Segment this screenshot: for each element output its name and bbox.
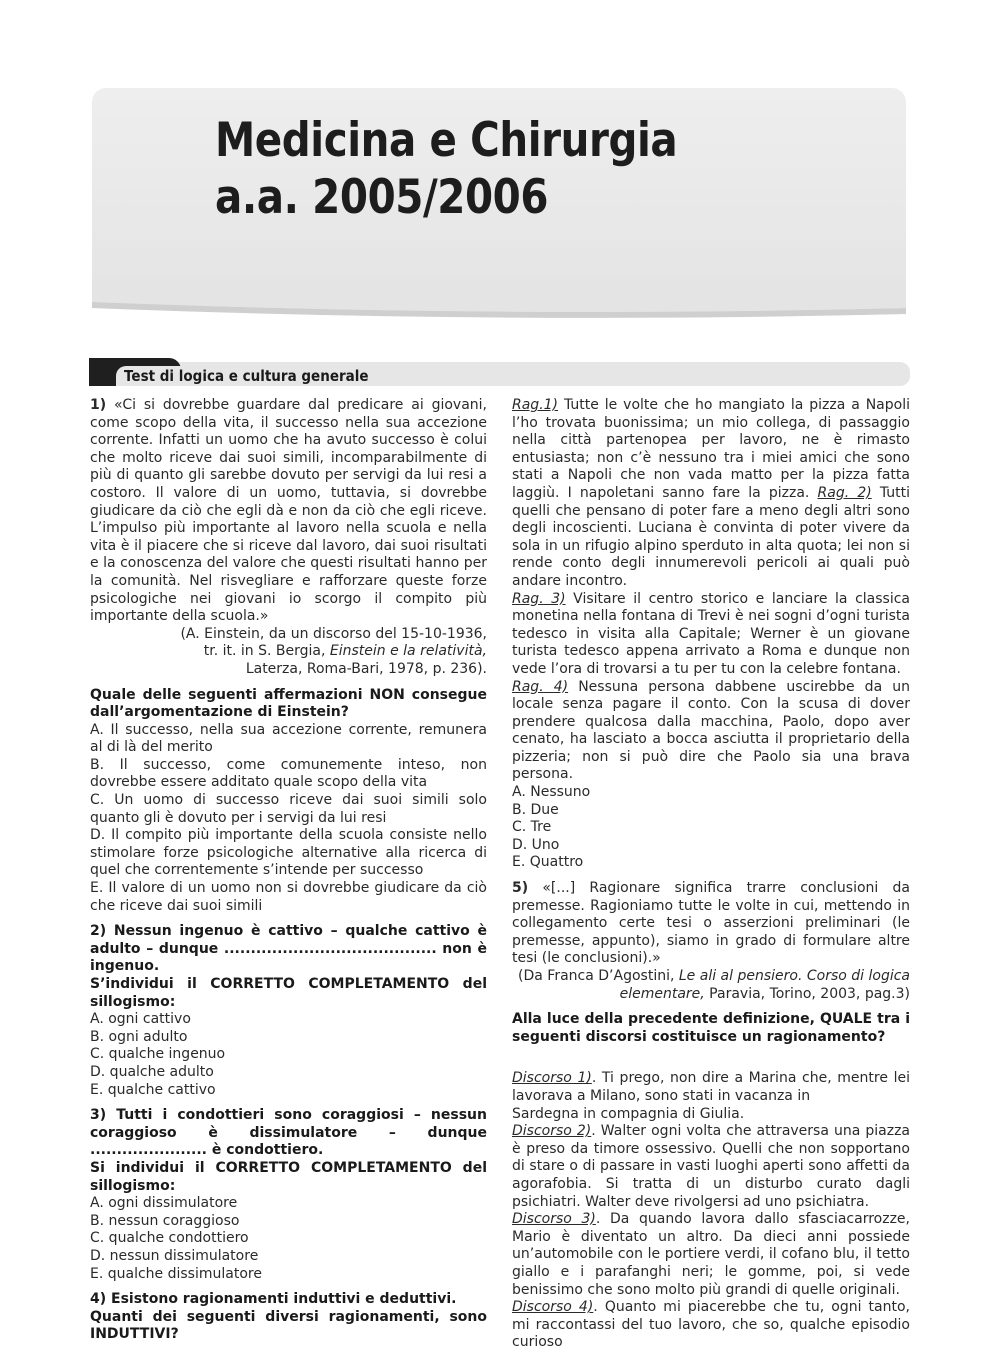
d3-text: . Da quando lavora dallo sfasciacarrozze, Mario è diventato un altro. Da dieci anni possiede un’automobile con le portiere verdi, il cofano blu, il tetto giallo e i parafanghi neri; le gomme, poi, si vede benissimo che sono molto più grandi di quelle originali. [512, 1211, 910, 1298]
q3-option-a: A. ogni dissimulatore [90, 1195, 238, 1212]
q2-option-a: A. ogni cattivo [90, 1011, 191, 1028]
d3-label: Discorso 3) [512, 1211, 596, 1228]
q4-option-a: A. Nessuno [512, 784, 591, 801]
d4-text: . Quanto mi piacerebbe che tu, ogni tanto, mi raccontassi del tuo lavoro, che so, qualche episodio curioso [512, 1299, 910, 1351]
q3-question: Si individui il CORRETTO COMPLETAMENTO del sillogismo: [90, 1159, 487, 1194]
q5-cite-a: (Da Franca D’Agostini, [518, 968, 679, 984]
q1-cite-2a: tr. it. in S. Bergia, [203, 643, 330, 660]
q2-statement: 2) Nessun ingenuo è cattivo – qualche cattivo è adulto – dunque ........................................ non è ingenuo. [90, 923, 487, 975]
title-line-2: a.a. 2005/2006 [215, 170, 549, 225]
q4-option-d: D. Uno [512, 836, 560, 853]
discorso-2 [512, 1123, 910, 1211]
q5-number: 5) [512, 880, 529, 897]
d2-label: Discorso 2) [512, 1123, 592, 1140]
q1-cite-2b: Einstein e la relatività, [329, 643, 487, 660]
discorso-1-cont: Sardegna in compagnia di Giulia. [512, 1105, 745, 1122]
q1-cite-1: (A. Einstein, da un discorso del 15-10-1936, [180, 625, 487, 642]
d1-label: Discorso 1) [512, 1070, 592, 1087]
discorso-4 [512, 1299, 910, 1352]
q2-option-d: D. qualche adulto [90, 1063, 214, 1080]
rag2-label: Rag. 2) [817, 484, 872, 501]
q2-question: S’individui il CORRETTO COMPLETAMENTO del sillogismo: [90, 976, 487, 1010]
page-title [215, 112, 677, 226]
q1-option-e: E. Il valore di un uomo non si dovrebbe giudicare da ciò che riceve dai suoi simili [90, 880, 487, 914]
q5-question: Alla luce della precedente definizione, QUALE tra i seguenti discorsi costituisce un ragionamento? [512, 1011, 910, 1045]
q1-option-b: B. Il successo, come comunemente inteso, non dovrebbe essere additato quale scopo della vita [90, 756, 487, 791]
q3-option-b: B. nessun coraggioso [90, 1212, 240, 1229]
q4-option-e: E. Quattro [512, 854, 584, 871]
q3-option-d: D. nessun dissimulatore [90, 1247, 259, 1264]
q4-rag3 [512, 591, 910, 679]
q1-body: «Ci si dovrebbe guardare dal predicare ai giovani, come scopo della vita, il successo nella sua accezione corrente. Infatti un uomo che ha avuto successo è colui che molto riceve dai suoi simili, incomparabilmente di più di quanto gli sarebbe dovuto per servigi da lui resi a costoro. Il valore di un uomo, tuttavia, si dovrebbe giudicare da ciò che egli dà e non da ciò che egli riceve. L’impulso più importante al lavoro nella scuola e nella vita è il piacere che si riceve dal lavoro, dai suoi risultati e la conoscenza del valore che questi risultati hanno per la comunità. Nel risvegliare e rafforzare queste forze psicologiche nei giovani io scorgo il compito più importante della scuola.» [90, 397, 488, 625]
q1-cite-2 [90, 643, 487, 661]
discorso-1 [512, 1070, 910, 1105]
q4-option-b: B. Due [512, 801, 559, 818]
q3-option-c: C. qualche condottiero [90, 1230, 249, 1247]
title-banner-curve [92, 280, 906, 320]
rag4-text: Nessuna persona dabbene uscirebbe da un locale senza pagare il conto. Con la scusa di dover prendere qualcosa dalla macchina, Paolo, dopo aver cenato, ha lasciato a bocca asciutta il proprietario della pizzeria; non si può dire che Paolo sia una brava persona. [512, 678, 910, 783]
q3-option-e: E. qualche dissimulatore [90, 1265, 262, 1282]
left-column [90, 397, 487, 1344]
q1-number: 1) [90, 397, 107, 413]
right-column [512, 397, 910, 1352]
q4-question: Quanti dei seguenti diversi ragionamenti, sono INDUTTIVI? [90, 1308, 487, 1343]
rag4-label: Rag. 4) [512, 678, 569, 695]
d4-label: Discorso 4) [512, 1299, 594, 1316]
q1-text [90, 397, 487, 626]
discorso-3 [512, 1211, 910, 1299]
d1-text: . Ti prego, non dire a Marina che, mentre lei lavorava a Milano, sono stati in vacanza in [512, 1070, 910, 1104]
q4-rag4 [512, 679, 910, 785]
q5-body: «[...] Ragionare significa trarre conclusioni da premesse. Ragioniamo tutte le volte in cui, mettendo in collegamento certe tesi o asserzioni preliminari (le premesse, appunto), siamo in grado di formulare altre tesi (le conclusioni).» [512, 880, 910, 967]
q5-cite-b: Le ali al pensiero. Corso di logica elementare, [619, 968, 910, 1002]
q4-option-c: C. Tre [512, 819, 552, 836]
rag3-label: Rag. 3) [512, 590, 566, 607]
q2-option-b: B. ogni adulto [90, 1028, 188, 1045]
q5-text [512, 880, 910, 968]
q3-statement: 3) Tutti i condottieri sono coraggiosi – nessun coraggioso è dissimulatore – dunque ...................... è condottiero. [90, 1107, 487, 1159]
q2-option-c: C. qualche ingenuo [90, 1046, 226, 1063]
rag1-text: Tutte le volte che ho mangiato la pizza a Napoli l’ho trovata buonissima; un mio collega, di passaggio nella città partenopea per lavoro, ne è rimasto entusiasta; non c’è nessuno tra i miei amici che sono stati a Napoli che non vada matto per la pizza fatta laggiù. I napoletani sanno fare la pizza. [512, 397, 910, 501]
q1-question: Quale delle seguenti affermazioni NON consegue dall’argomentazione di Einstein? [90, 686, 487, 721]
q2-option-e: E. qualche cattivo [90, 1081, 216, 1098]
rag2-text: Tutti quelli che pensano di poter fare a meno degli altri sono degli incoscienti. Luciana è convinta di poter vivere da sola in un rifugio alpino sperduto in alta quota; lei non si rende conto degli innumerevoli pericoli ai quali può andare incontro. [512, 484, 910, 589]
q5-cite-c: Paravia, Torino, 2003, pag.3) [704, 985, 910, 1002]
q1-cite-3: Laterza, Roma-Bari, 1978, p. 236). [245, 660, 487, 677]
section-label: Test di logica e cultura generale [124, 367, 369, 385]
rag3-text: Visitare il centro storico e lanciare la classica monetina nella fontana di Trevi è nei sogni d’ogni turista tedesco in visita alla Capitale; Werner è un giovane turista tedesco appena arrivato a Roma e dunque non vede l’ora di trovarsi a tu per tu con la celebre fontana. [512, 590, 910, 677]
title-line-1: Medicina e Chirurgia [215, 113, 678, 168]
d2-text: . Walter ogni volta che attraversa una piazza è preso da timore ossessivo. Quelli che non sopportano di stare o di passare in vasti luoghi aperti sono affetti da agorafobia. Si tratta di un disturbo curato dagli psichiatri. Walter deve rivolgersi ad uno psichiatra. [512, 1123, 910, 1210]
q4-rag1-2 [512, 397, 910, 591]
q1-option-d: D. Il compito più importante della scuola consiste nello stimolare forze psicologiche alternative alla ricerca di quel che correntemente s’intende per successo [90, 827, 487, 879]
q5-cite [512, 968, 910, 1003]
q4-statement: 4) Esistono ragionamenti induttivi e deduttivi. [90, 1291, 457, 1308]
rag1-label: Rag.1) [512, 397, 559, 413]
q1-option-c: C. Un uomo di successo riceve dai suoi simili solo quanto gli è dovuto per i servigi da lui resi [90, 792, 487, 826]
q1-option-a: A. Il successo, nella sua accezione corrente, remunera al di là del merito [90, 721, 487, 756]
